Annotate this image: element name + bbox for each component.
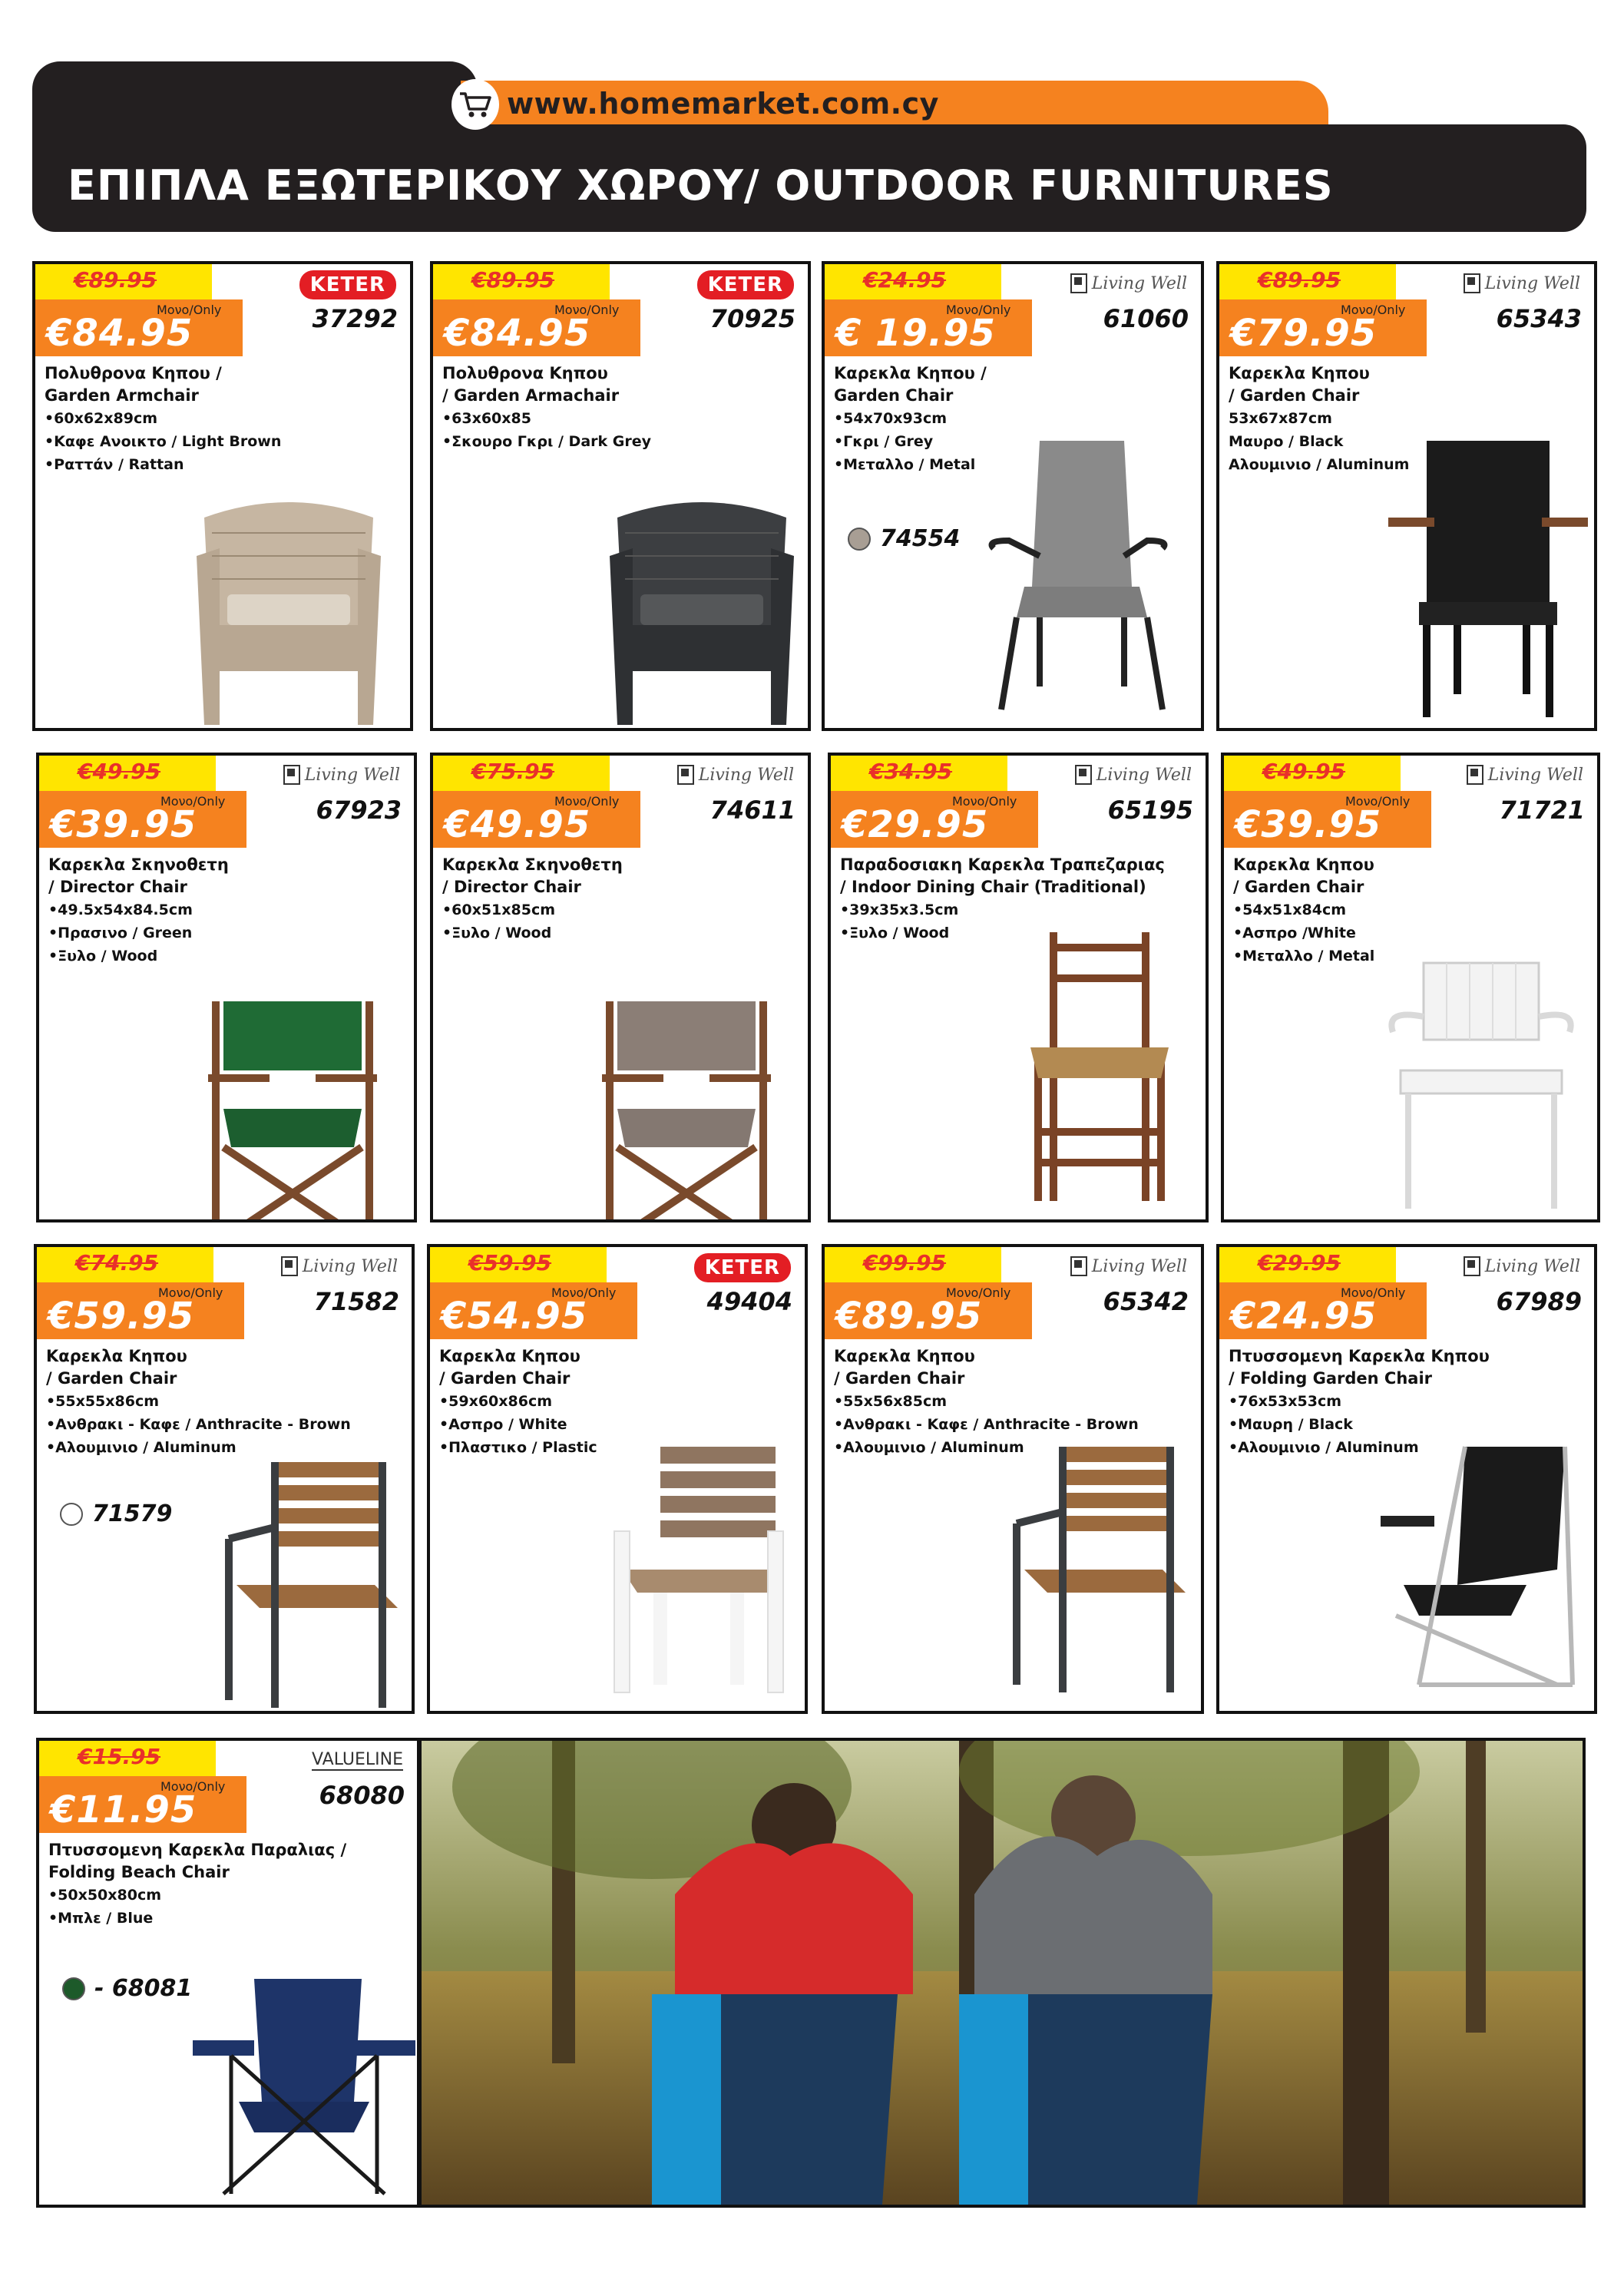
product-title-line: Πτυσσομενη Καρεκλα Παραλιας /: [48, 1841, 347, 1859]
brand-name: KETER: [694, 1253, 791, 1282]
current-price: €79.95: [1230, 312, 1378, 355]
product-title-line: Καρεκλα Κηπου: [46, 1347, 187, 1365]
product-title-line: Πτυσσομενη Καρεκλα Κηπου: [1229, 1347, 1490, 1365]
product-spec: •Γκρι / Grey: [834, 433, 934, 450]
product-description: [1233, 854, 1589, 968]
variant-code: 74554: [880, 525, 961, 552]
old-price: €29.95: [1258, 1250, 1341, 1275]
living-well-logo-icon: [1070, 273, 1087, 293]
brand-name: Living Well: [1096, 765, 1192, 785]
product-image: [213, 1454, 413, 1714]
product-code: 67989: [1496, 1287, 1582, 1316]
product-code: 67923: [316, 796, 402, 825]
product-image: [1378, 955, 1577, 1219]
product-code: 71582: [313, 1287, 399, 1316]
current-price: €89.95: [835, 1295, 983, 1338]
product-title-line: / Director Chair: [442, 878, 581, 896]
product-title-line: Καρεκλα Κηπου: [834, 1347, 975, 1365]
product-card[interactable]: [1216, 1244, 1597, 1714]
product-spec: •Ασπρο / White: [439, 1416, 567, 1433]
product-image: [189, 471, 389, 731]
brand-name: Living Well: [1484, 1256, 1580, 1276]
product-code: 61060: [1103, 304, 1189, 333]
color-variant[interactable]: [62, 1975, 192, 2002]
brand-name: Living Well: [1484, 273, 1580, 293]
current-price: €29.95: [842, 803, 989, 846]
product-spec: •60x62x89cm: [45, 410, 158, 427]
only-label: Μονο/Only: [160, 1779, 226, 1794]
only-label: Μονο/Only: [551, 1285, 617, 1300]
current-price: €49.95: [444, 803, 591, 846]
product-spec: •Πρασινο / Green: [48, 925, 193, 941]
product-spec: •Πλαστικο / Plastic: [439, 1439, 597, 1456]
product-spec: •Μπλε / Blue: [48, 1910, 154, 1927]
page-title: ΕΠΙΠΛΑ ΕΞΩΤΕΡΙΚΟΥ ΧΩΡΟΥ/ OUTDOOR FURNITURES: [68, 161, 1334, 210]
product-spec: •Ξυλο / Wood: [442, 925, 552, 941]
product-spec: •Μεταλλο / Metal: [834, 456, 976, 473]
old-price: €89.95: [471, 267, 555, 293]
product-card[interactable]: [34, 1244, 415, 1714]
product-description: [442, 362, 800, 453]
product-code: 65343: [1496, 304, 1582, 333]
color-swatch-icon: [848, 528, 871, 551]
product-description: [46, 1345, 404, 1459]
product-spec: •50x50x80cm: [48, 1887, 162, 1904]
product-spec: •Αλουμινιο / Aluminum: [46, 1439, 236, 1456]
color-swatch-icon: [62, 1977, 85, 2000]
product-spec: •55x55x86cm: [46, 1393, 160, 1410]
product-title-line: / Director Chair: [48, 878, 187, 896]
product-spec: 53x67x87cm: [1229, 410, 1332, 427]
product-spec: •Μαυρη / Black: [1229, 1416, 1353, 1433]
product-spec: •Καφε Ανοικτο / Light Brown: [45, 433, 282, 450]
only-label: Μονο/Only: [160, 794, 226, 809]
product-image: [1015, 925, 1184, 1212]
brand-logo: [281, 1256, 398, 1276]
product-title-line: Καρεκλα Κηπου /: [834, 364, 987, 382]
color-swatch-icon: [60, 1503, 83, 1526]
only-label: Μονο/Only: [1341, 1285, 1406, 1300]
product-spec: •Ξυλο / Wood: [48, 948, 158, 964]
product-spec: •Σκουρο Γκρι / Dark Grey: [442, 433, 652, 450]
brand-name: Living Well: [1091, 1256, 1187, 1276]
product-description: [442, 854, 800, 945]
product-card[interactable]: [36, 753, 417, 1222]
product-spec: •Ασπρο /White: [1233, 925, 1356, 941]
living-well-logo-icon: [1467, 765, 1483, 785]
brand-logo: [299, 273, 396, 296]
current-price: €11.95: [50, 1788, 197, 1831]
product-title-line: / Garden Chair: [1229, 386, 1360, 405]
product-image: [193, 994, 392, 1222]
brand-name: Living Well: [1487, 765, 1583, 785]
brand-name: Living Well: [302, 1256, 398, 1276]
old-price: €89.95: [74, 267, 157, 293]
product-title-line: Καρεκλα Κηπου: [1229, 364, 1370, 382]
product-image: [602, 471, 802, 731]
product-card[interactable]: [36, 1738, 420, 2208]
product-title-line: / Garden Chair: [1233, 878, 1364, 896]
current-price: € 19.95: [835, 312, 996, 355]
old-price: €49.95: [78, 759, 161, 784]
product-spec: •Ανθρακι - Καφε / Anthracite - Brown: [46, 1416, 351, 1433]
brand-logo: [1070, 273, 1187, 293]
product-spec: •76x53x53cm: [1229, 1393, 1342, 1410]
only-label: Μονο/Only: [952, 794, 1017, 809]
product-spec: •Ξυλο / Wood: [840, 925, 950, 941]
product-card[interactable]: [430, 753, 811, 1222]
website-url[interactable]: www.homemarket.com.cy: [507, 87, 939, 121]
lifestyle-photo: [418, 1738, 1586, 2208]
product-spec: •63x60x85: [442, 410, 531, 427]
product-image: [971, 433, 1186, 720]
product-title-line: / Garden Chair: [46, 1369, 177, 1388]
product-card[interactable]: [430, 261, 811, 731]
brand-logo: [1464, 273, 1580, 293]
product-code: 65195: [1107, 796, 1193, 825]
product-spec: •55x56x85cm: [834, 1393, 948, 1410]
product-image: [1001, 1439, 1201, 1703]
old-price: €59.95: [468, 1250, 552, 1275]
cart-icon: [451, 79, 499, 130]
product-code: 65342: [1103, 1287, 1189, 1316]
variant-code: 71579: [92, 1500, 173, 1527]
current-price: €84.95: [46, 312, 193, 355]
product-spec: •39x35x3.5cm: [840, 902, 959, 918]
product-title-line: / Garden Chair: [834, 1369, 965, 1388]
current-price: €39.95: [50, 803, 197, 846]
product-card[interactable]: [822, 261, 1204, 731]
product-title-line: Πολυθρονα Κηπου /: [45, 364, 222, 382]
brand-logo: [1464, 1256, 1580, 1276]
product-image: [1373, 433, 1588, 728]
variant-code: - 68081: [94, 1975, 193, 2002]
product-title-line: / Folding Garden Chair: [1229, 1369, 1433, 1388]
product-title-line: Καρεκλα Κηπου: [439, 1347, 580, 1365]
brand-name: KETER: [697, 270, 794, 299]
product-code: 49404: [706, 1287, 792, 1316]
current-price: €84.95: [444, 312, 591, 355]
product-title-line: Καρεκλα Σκηνοθετη: [48, 855, 229, 874]
product-image: [599, 1439, 799, 1703]
product-code: 70925: [709, 304, 795, 333]
product-spec: •60x51x85cm: [442, 902, 556, 918]
product-title-line: Garden Chair: [834, 386, 954, 405]
living-well-logo-icon: [1464, 273, 1480, 293]
living-well-logo-icon: [283, 765, 300, 785]
product-spec: Μαυρο / Black: [1229, 433, 1344, 450]
only-label: Μονο/Only: [946, 1285, 1011, 1300]
only-label: Μονο/Only: [946, 303, 1011, 317]
only-label: Μονο/Only: [1345, 794, 1411, 809]
product-title-line: / Indoor Dining Chair (Traditional): [840, 878, 1146, 896]
product-spec: •49.5x54x84.5cm: [48, 902, 193, 918]
brand-logo: [312, 1750, 403, 1769]
product-spec: •Ραττάν / Rattan: [45, 456, 184, 473]
product-image: [185, 1971, 415, 2205]
living-well-logo-icon: [1070, 1256, 1087, 1276]
current-price: €39.95: [1235, 803, 1382, 846]
product-description: [48, 1839, 409, 1930]
living-well-logo-icon: [1075, 765, 1092, 785]
product-spec: •Αλουμινιο / Aluminum: [834, 1439, 1024, 1456]
product-title-line: Folding Beach Chair: [48, 1863, 230, 1881]
product-card[interactable]: [427, 1244, 808, 1714]
product-title-line: Παραδοσιακη Καρεκλα Τραπεζαριας: [840, 855, 1165, 874]
product-spec: •Μεταλλο / Metal: [1233, 948, 1375, 964]
product-code: 71721: [1499, 796, 1585, 825]
product-title-line: Garden Armchair: [45, 386, 199, 405]
living-well-logo-icon: [281, 1256, 298, 1276]
color-variant[interactable]: [848, 525, 960, 552]
product-card[interactable]: [1221, 753, 1600, 1222]
current-price: €24.95: [1230, 1295, 1378, 1338]
brand-logo: [677, 765, 794, 785]
product-spec: Αλουμινιο / Aluminum: [1229, 456, 1410, 473]
brand-name: KETER: [299, 270, 396, 299]
brand-logo: [694, 1256, 791, 1279]
color-variant[interactable]: [60, 1500, 172, 1527]
product-title-line: Πολυθρονα Κηπου: [442, 364, 608, 382]
product-spec: •54x70x93cm: [834, 410, 948, 427]
only-label: Μονο/Only: [158, 1285, 223, 1300]
product-code: 74611: [709, 796, 795, 825]
brand-name: Living Well: [304, 765, 400, 785]
living-well-logo-icon: [1464, 1256, 1480, 1276]
brand-logo: [697, 273, 794, 296]
product-card[interactable]: [32, 261, 413, 731]
product-card[interactable]: [822, 1244, 1204, 1714]
product-card[interactable]: [1216, 261, 1597, 731]
product-title-line: / Garden Chair: [439, 1369, 571, 1388]
old-price: €75.95: [471, 759, 555, 784]
old-price: €89.95: [1258, 267, 1341, 293]
product-spec: •54x51x84cm: [1233, 902, 1347, 918]
product-spec: •Ανθρακι - Καφε / Anthracite - Brown: [834, 1416, 1139, 1433]
product-description: [45, 362, 402, 476]
product-title-line: Καρεκλα Κηπου: [1233, 855, 1374, 874]
old-price: €49.95: [1262, 759, 1346, 784]
product-spec: •Αλουμινιο / Aluminum: [1229, 1439, 1419, 1456]
current-price: €54.95: [441, 1295, 588, 1338]
old-price: €99.95: [863, 1250, 947, 1275]
only-label: Μονο/Only: [554, 303, 620, 317]
product-spec: •59x60x86cm: [439, 1393, 553, 1410]
brand-name: VALUELINE: [312, 1750, 403, 1769]
current-price: €59.95: [48, 1295, 195, 1338]
brand-logo: [1467, 765, 1583, 785]
old-price: €15.95: [78, 1744, 161, 1769]
product-image: [587, 994, 786, 1222]
only-label: Μονο/Only: [157, 303, 222, 317]
living-well-logo-icon: [677, 765, 694, 785]
only-label: Μονο/Only: [1341, 303, 1406, 317]
brand-logo: [283, 765, 400, 785]
old-price: €24.95: [863, 267, 947, 293]
brand-logo: [1075, 765, 1192, 785]
product-card[interactable]: [828, 753, 1209, 1222]
product-code: 37292: [312, 304, 398, 333]
product-title-line: Καρεκλα Σκηνοθετη: [442, 855, 623, 874]
brand-logo: [1070, 1256, 1187, 1276]
brand-name: Living Well: [1091, 273, 1187, 293]
only-label: Μονο/Only: [554, 794, 620, 809]
product-title-line: / Garden Armachair: [442, 386, 620, 405]
brand-name: Living Well: [698, 765, 794, 785]
product-code: 68080: [319, 1781, 405, 1810]
old-price: €34.95: [869, 759, 953, 784]
product-image: [1373, 1439, 1588, 1696]
old-price: €74.95: [75, 1250, 159, 1275]
product-description: [48, 854, 406, 968]
